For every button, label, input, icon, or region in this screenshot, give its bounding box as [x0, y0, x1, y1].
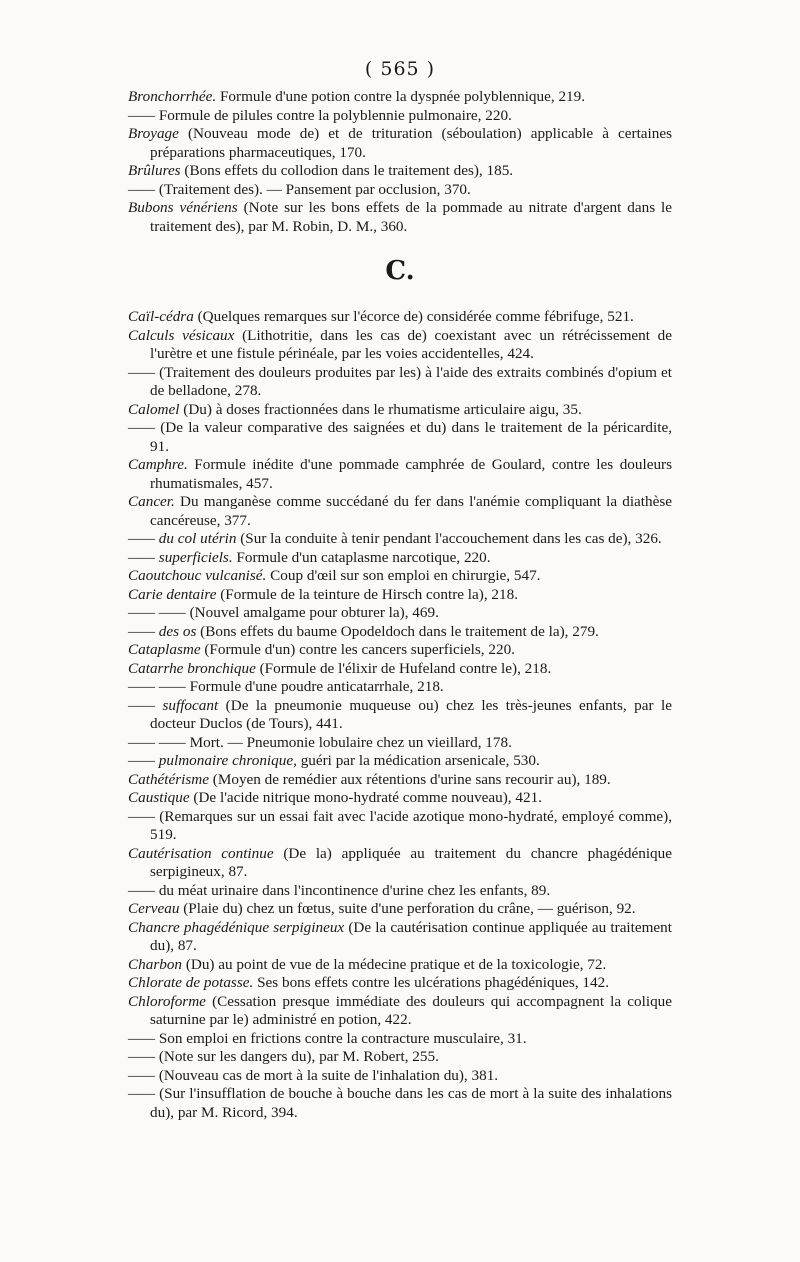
entry-text: (Lithotritie, dans les cas de) coexistant avec un rétrécissement de l'urètre et une fistule périnéale, par les voies accidentelles, 424. — [150, 326, 672, 362]
entry-heading: Calculs vésicaux — [128, 326, 235, 344]
entry-heading: Charbon — [128, 955, 183, 973]
index-list-c — [128, 308, 672, 1122]
index-entry — [128, 808, 672, 845]
entry-heading: Cancer. — [128, 493, 175, 510]
index-entry — [128, 789, 672, 808]
entry-text: (Quelques remarques sur l'écorce de) considérée comme fébrifuge, 521. — [193, 308, 634, 325]
index-entry — [128, 845, 672, 882]
entry-heading: —— des os — [128, 622, 197, 640]
entry-text: (Plaie du) chez un fœtus, suite d'une perforation du crâne, — guérison, 92. — [179, 900, 636, 917]
entry-heading: Chloroforme — [128, 992, 206, 1010]
entry-heading: —— — [128, 1048, 156, 1065]
index-entry — [128, 678, 672, 697]
index-entry — [128, 956, 672, 975]
index-entry — [128, 993, 672, 1030]
entry-text: (Bons effets du baume Opodeldoch dans le traitement de la), 279. — [196, 622, 599, 640]
entry-heading: Caïl-cédra — [128, 308, 194, 325]
entry-heading: —— — [128, 807, 156, 825]
entry-heading: Caustique — [128, 789, 190, 806]
index-entry — [128, 493, 672, 530]
index-entry — [128, 308, 672, 327]
entry-text: (De la valeur comparative des saignées et du) dans le traitement de la péricardite, 91. — [150, 419, 672, 455]
index-entry — [128, 1085, 672, 1122]
entry-heading: Chancre phagédénique serpigineux — [128, 918, 345, 936]
index-entry — [128, 604, 672, 623]
entry-heading: Bubons vénériens — [128, 199, 238, 216]
index-entry — [128, 1048, 672, 1067]
entry-text: (Formule d'un) contre les cancers superficiels, 220. — [200, 641, 515, 658]
entry-heading: Calomel — [128, 400, 180, 418]
entry-heading: —— — [128, 1029, 156, 1047]
index-entry — [128, 771, 672, 790]
entry-heading: Carie dentaire — [128, 585, 217, 603]
entry-heading: Cataplasme — [128, 641, 201, 658]
entry-text: (Note sur les bons effets de la pommade au nitrate d'argent dans le traitement des), par M. Robin, D. M., 360. — [150, 199, 672, 235]
entry-text: Formule de pilules contre la polyblennie pulmonaire, 220. — [155, 106, 512, 124]
index-entry — [128, 199, 672, 236]
entry-text: Formule d'un cataplasme narcotique, 220. — [232, 548, 491, 566]
index-entry — [128, 181, 672, 200]
index-entry — [128, 974, 672, 993]
entry-heading: —— — [128, 1085, 156, 1102]
entry-text: Coup d'œil sur son emploi en chirurgie, 547. — [266, 567, 541, 584]
entry-text: Formule d'une poudre anticatarrhale, 218. — [185, 678, 444, 695]
entry-heading: —— — [128, 419, 156, 436]
index-entry — [128, 882, 672, 901]
entry-heading: —— du col utérin — [128, 530, 237, 547]
index-entry — [128, 697, 672, 734]
index-entry — [128, 660, 672, 679]
index-entry — [128, 162, 672, 181]
index-entry — [128, 919, 672, 956]
index-entry — [128, 567, 672, 586]
entry-heading: Chlorate de potasse. — [128, 974, 254, 991]
index-list-b — [128, 88, 672, 236]
index-entry — [128, 586, 672, 605]
index-entry — [128, 734, 672, 753]
index-entry — [128, 549, 672, 568]
entry-text: (Formule de l'élixir de Hufeland contre le), 218. — [255, 659, 552, 677]
index-entry — [128, 401, 672, 420]
entry-text: (Formule de la teinture de Hirsch contre la), 218. — [216, 585, 518, 603]
section-letter: C. — [385, 256, 415, 286]
entry-text: (De l'acide nitrique mono-hydraté comme nouveau), 421. — [189, 789, 542, 806]
entry-text: (De la cautérisation continue appliquée au traitement du), 87. — [150, 918, 672, 954]
index-entry — [128, 107, 672, 126]
entry-text: (Du) au point de vue de la médecine pratique et de la toxicologie, 72. — [182, 955, 607, 973]
entry-text: (Note sur les dangers du), par M. Robert, 255. — [155, 1048, 439, 1065]
index-entry — [128, 1030, 672, 1049]
entry-heading: —— — [128, 881, 156, 899]
entry-heading: Caoutchouc vulcanisé. — [128, 567, 267, 584]
entry-heading: —— superficiels. — [128, 548, 233, 566]
index-entry — [128, 1067, 672, 1086]
entry-heading: Catarrhe bronchique — [128, 659, 256, 677]
entry-heading: —— —— — [128, 604, 186, 621]
index-entry — [128, 641, 672, 660]
entry-text: (Cessation presque immédiate des douleurs qui accompagnent la colique saturnine par le) administré en potion, 422. — [150, 992, 672, 1028]
entry-heading: Camphre. — [128, 456, 188, 473]
entry-text: Son emploi en frictions contre la contracture musculaire, 31. — [155, 1029, 527, 1047]
entry-text: (Sur la conduite à tenir pendant l'accouchement dans les cas de), 326. — [236, 530, 662, 547]
index-entry — [128, 623, 672, 642]
index-entry — [128, 456, 672, 493]
entry-text: du méat urinaire dans l'incontinence d'urine chez les enfants, 89. — [155, 881, 551, 899]
entry-heading: —— — [128, 1066, 156, 1084]
entry-heading: Brûlures — [128, 162, 181, 179]
index-entry — [128, 419, 672, 456]
entry-heading: —— —— — [128, 678, 186, 695]
index-entry — [128, 752, 672, 771]
entry-text: (Remarques sur un essai fait avec l'acide azotique mono-hydraté, employé comme), 519. — [150, 807, 672, 843]
entry-text: (Moyen de remédier aux rétentions d'urine sans recourir au), 189. — [209, 770, 611, 788]
entry-heading: Bronchorrhée. — [128, 88, 217, 105]
entry-text: (Nouveau mode de) et de trituration (séboulation) applicable à certaines préparations pharmaceutiques, 170. — [150, 125, 672, 161]
index-entry — [128, 364, 672, 401]
entry-heading: —— — [128, 363, 156, 381]
entry-heading: Cathétérisme — [128, 770, 209, 788]
page-number: ( 565 ) — [364, 58, 436, 80]
index-entry — [128, 327, 672, 364]
entry-heading: —— —— — [128, 733, 186, 751]
entry-text: Mort. — Pneumonie lobulaire chez un vieillard, 178. — [185, 733, 512, 751]
entry-text: (De la pneumonie muqueuse ou) chez les très-jeunes enfants, par le docteur Duclos (de Tours), 441. — [150, 696, 673, 732]
entry-heading: —— — [128, 106, 156, 124]
entry-heading: —— — [128, 180, 156, 198]
entry-text: (De la) appliquée au traitement du chancre phagédénique serpigineux, 87. — [150, 844, 672, 880]
entry-heading: Cerveau — [128, 900, 180, 917]
entry-text: (Nouvel amalgame pour obturer la), 469. — [185, 604, 439, 621]
entry-text: Formule d'une potion contre la dyspnée polyblennique, 219. — [216, 88, 586, 105]
index-entry — [128, 900, 672, 919]
index-entry — [128, 125, 672, 162]
entry-text: (Traitement des douleurs produites par les) à l'aide des extraits combinés d'opium et de belladone, 278. — [150, 363, 672, 399]
entry-text: Du manganèse comme succédané du fer dans l'anémie compliquant la diathèse cancéreuse, 377. — [150, 493, 672, 529]
entry-text: guéri par la médication arsenicale, 530. — [296, 752, 540, 769]
entry-heading: Cautérisation continue — [128, 844, 274, 862]
entry-text: (Du) à doses fractionnées dans le rhumatisme articulaire aigu, 35. — [179, 400, 582, 418]
index-entry — [128, 88, 672, 107]
entry-heading: —— pulmonaire chronique, — [128, 752, 297, 769]
entry-text: (Sur l'insufflation de bouche à bouche dans les cas de mort à la suite des inhalations du), par M. Ricord, 394. — [150, 1085, 672, 1121]
entry-text: Ses bons effets contre les ulcérations phagédéniques, 142. — [253, 974, 609, 991]
entry-text: (Nouveau cas de mort à la suite de l'inhalation du), 381. — [155, 1066, 499, 1084]
entry-heading: Broyage — [128, 125, 179, 142]
entry-text: (Traitement des). — Pansement par occlusion, 370. — [155, 180, 471, 198]
index-entry — [128, 530, 672, 549]
entry-text: (Bons effets du collodion dans le traitement des), 185. — [180, 162, 514, 179]
entry-heading: —— suffocant — [128, 696, 219, 714]
entry-text: Formule inédite d'une pommade camphrée de Goulard, contre les douleurs rhumatismales, 457. — [150, 456, 672, 492]
